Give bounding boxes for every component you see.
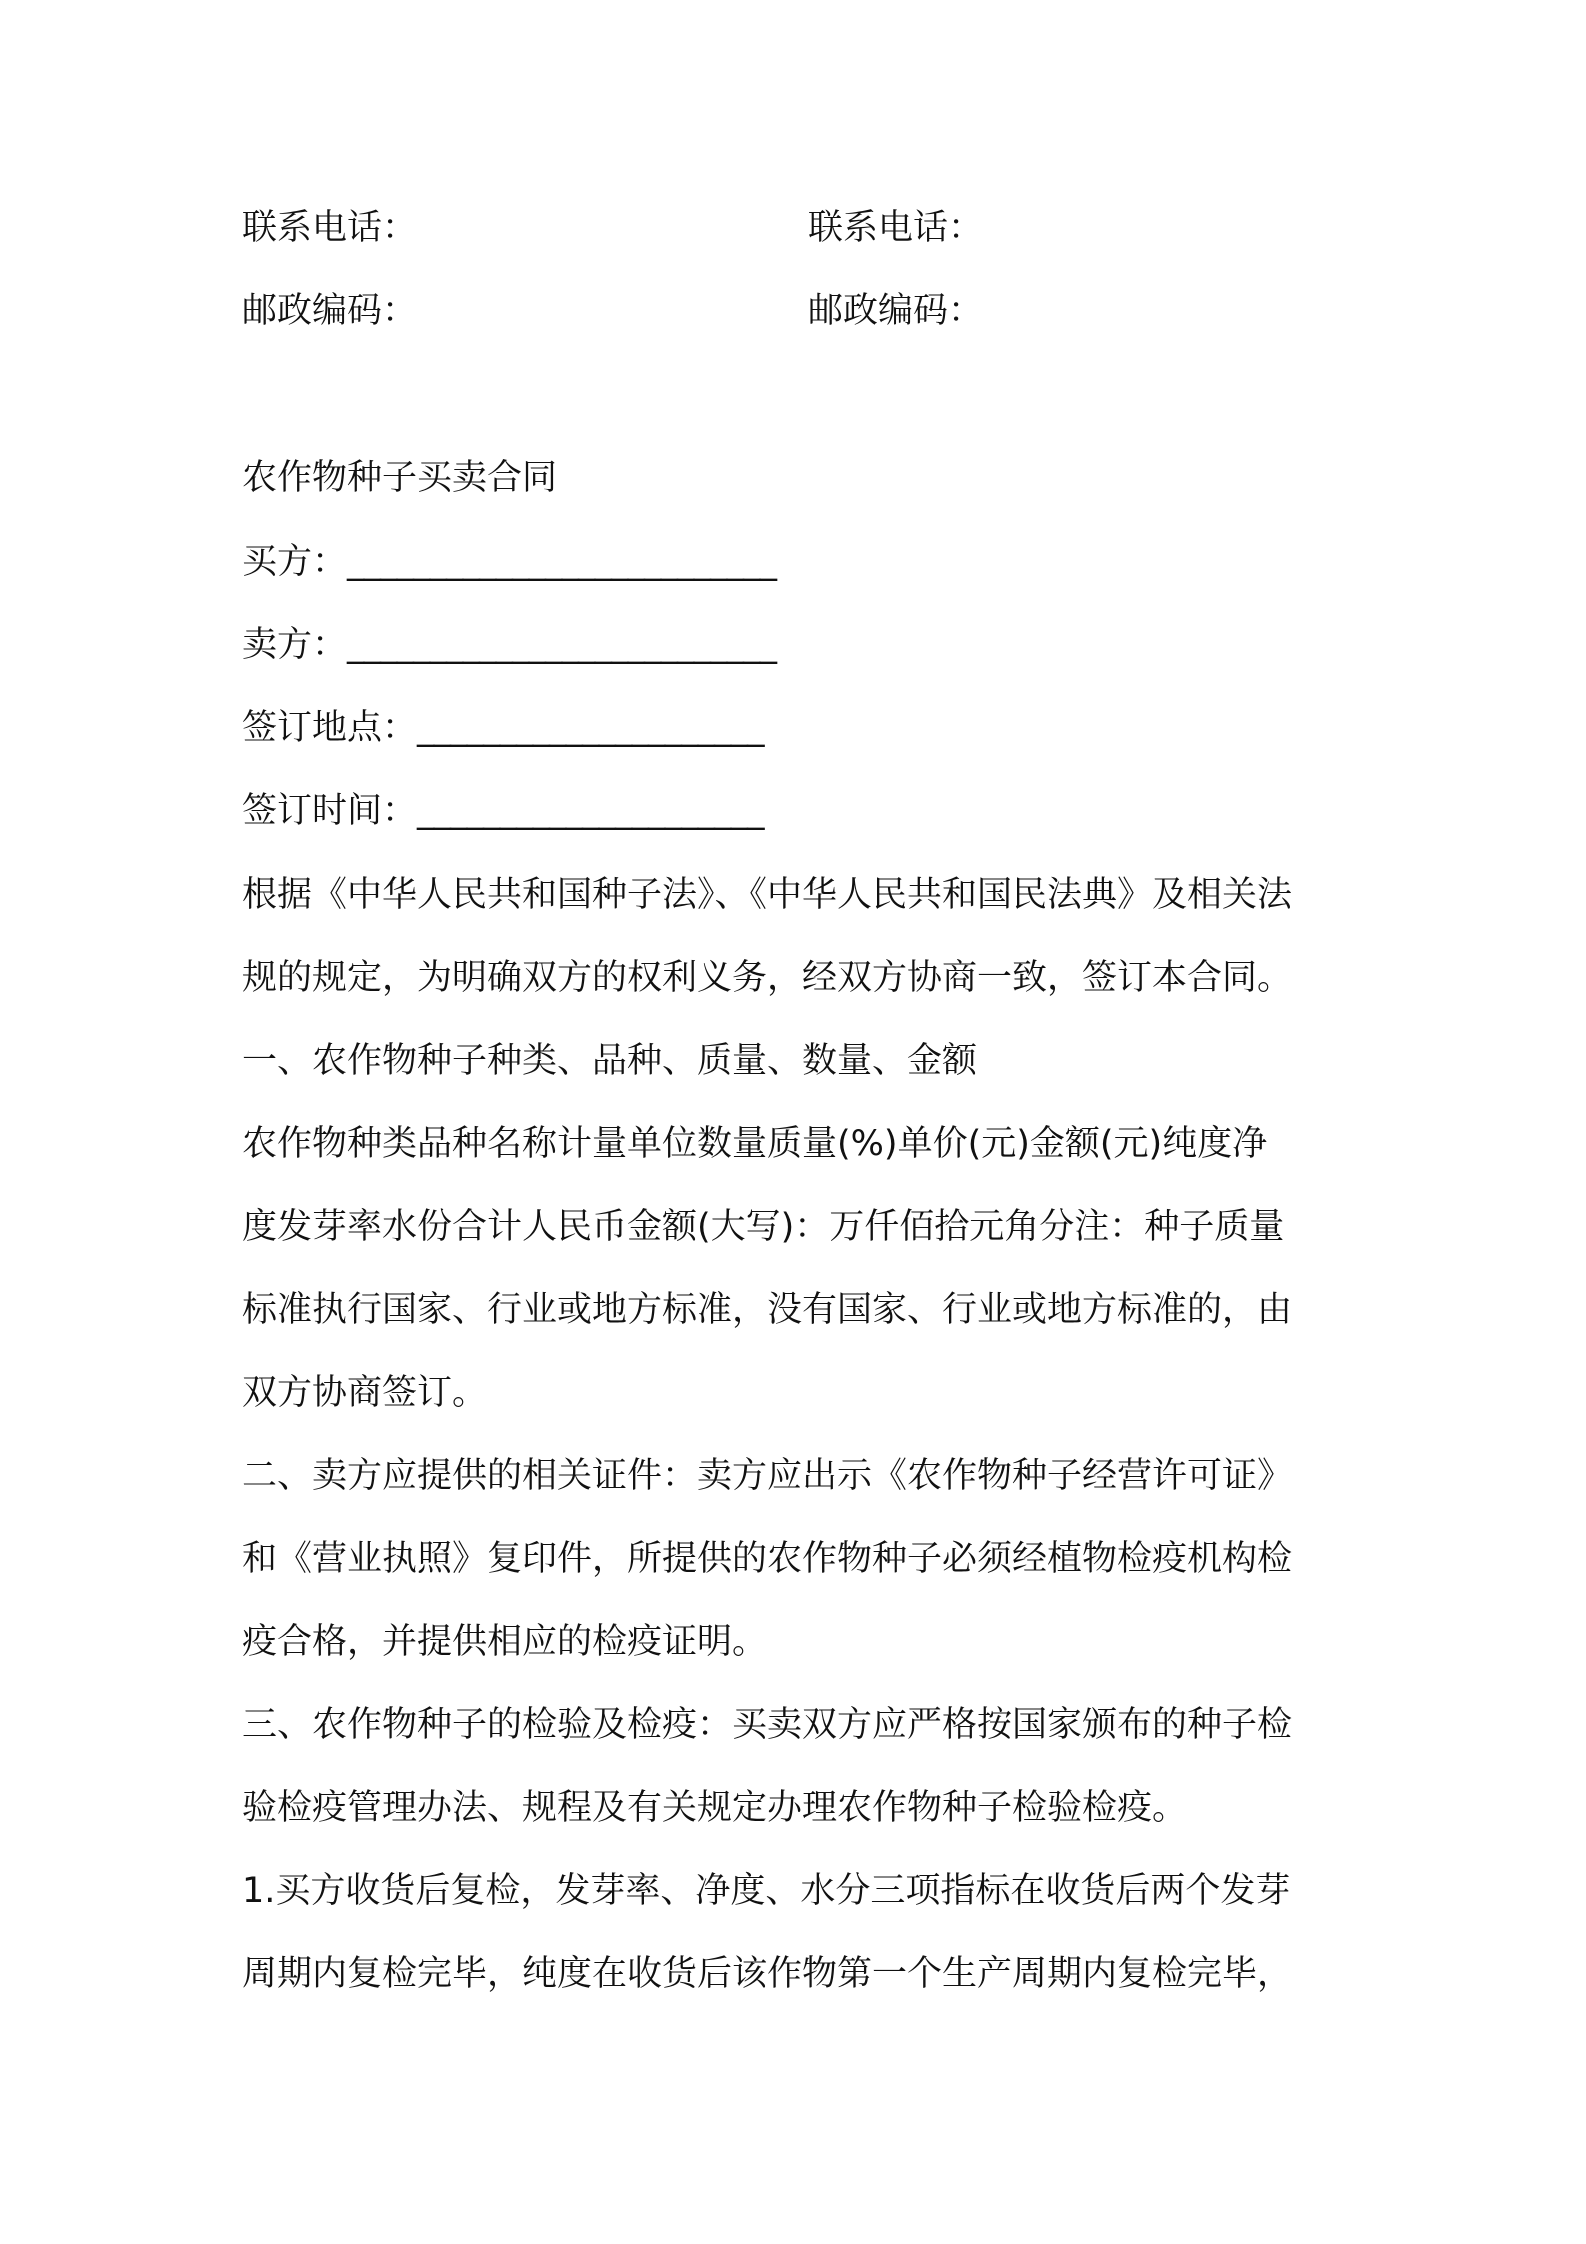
section-heading-1: 一、农作物种子种类、品种、质量、数量、金额 [242,1041,978,1081]
seller-label: 卖方： [242,625,348,665]
body-text-line: 双方协商签订。 [242,1373,488,1413]
buyer-field [242,541,1362,583]
phone-label-left: 联系电话： [242,208,418,248]
body-text-line: 标准执行国家、行业或地方标准，没有国家、行业或地方标准的，由 [242,1290,1293,1330]
phone-label-right: 联系电话： [808,208,984,248]
signing-place-blank-line: _____________________ [417,708,764,748]
signing-place-field [242,707,1362,749]
seller-blank-line: __________________________ [347,625,777,665]
postcode-label-right: 邮政编码： [808,291,984,331]
seller-field [242,624,1362,666]
body-text-line: 农作物种类品种名称计量单位数量质量(%)单价(元)金额(元)纯度净 [242,1124,1268,1164]
document-title: 农作物种子买卖合同 [242,458,558,498]
body-text-line: 和《营业执照》复印件，所提供的农作物种子必须经植物检疫机构检 [242,1539,1293,1579]
body-text-line: 根据《中华人民共和国种子法》、《中华人民共和国民法典》及相关法 [242,875,1293,915]
body-text-line: 验检疫管理办法、规程及有关规定办理农作物种子检验检疫。 [242,1788,1188,1828]
body-text-line: 度发芽率水份合计人民币金额(大写)：万仟佰拾元角分注：种子质量 [242,1207,1285,1247]
section-heading-3: 三、农作物种子的检验及检疫：买卖双方应严格按国家颁布的种子检 [242,1705,1293,1745]
signing-place-label: 签订地点： [242,708,418,748]
numbered-item-1: 1.买方收货后复检，发芽率、净度、水分三项指标在收货后两个发芽 [242,1871,1291,1911]
buyer-label: 买方： [242,542,348,582]
signing-time-label: 签订时间： [242,791,418,831]
signing-time-field [242,790,1362,832]
body-text-line: 疫合格，并提供相应的检疫证明。 [242,1622,768,1662]
body-text-line: 规的规定，为明确双方的权利义务，经双方协商一致，签订本合同。 [242,958,1293,998]
section-heading-2: 二、卖方应提供的相关证件：卖方应出示《农作物种子经营许可证》 [242,1456,1293,1496]
buyer-blank-line: __________________________ [347,542,777,582]
body-text-line: 周期内复检完毕，纯度在收货后该作物第一个生产周期内复检完毕， [242,1954,1293,1994]
signing-time-blank-line: _____________________ [417,791,764,831]
postcode-label-left: 邮政编码： [242,291,418,331]
